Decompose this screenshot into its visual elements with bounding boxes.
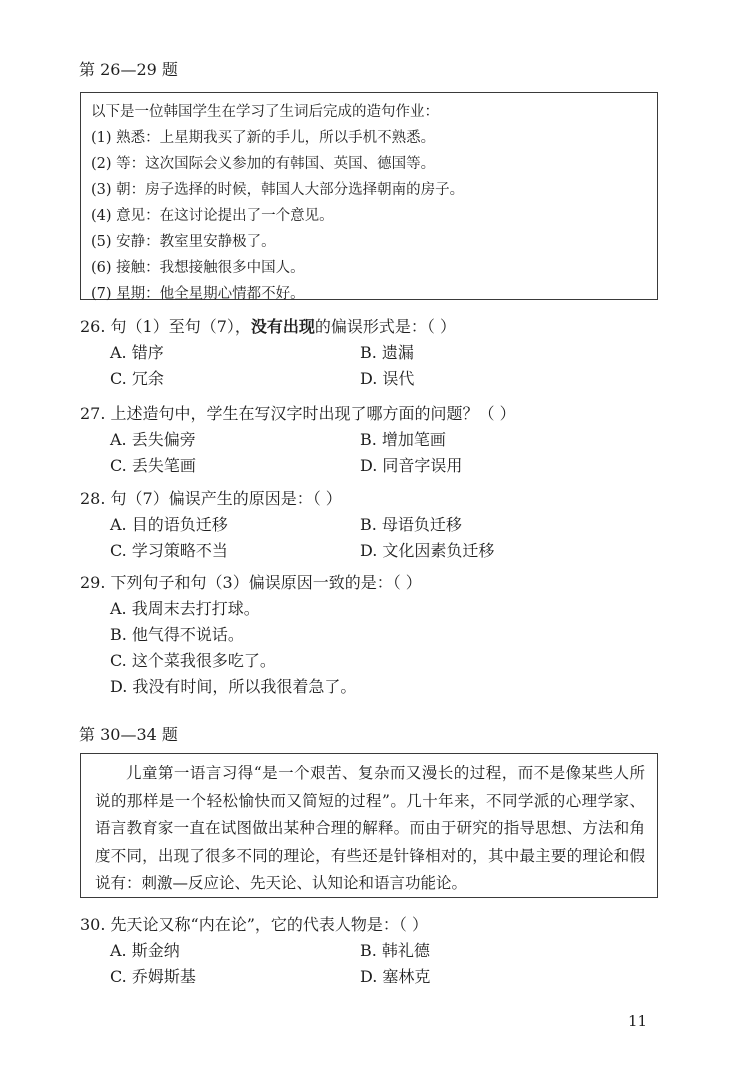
question-27-option-b[interactable]: B. 增加笔画 — [360, 430, 446, 449]
page-number: 11 — [628, 1012, 648, 1030]
question-28 — [80, 486, 680, 564]
passage-text: 儿童第一语言习得“是一个艰苦、复杂而又漫长的过程，而不是像某些人所说的那样是一个轻松愉快而又简短的过程”。几十年来，不同学派的心理学家、语言教育家一直在试图做出某种合理的解释。而由于研究的指导思想、方法和角度不同，出现了很多不同的理论，有些还是针锋相对的，其中最主要的理论和假说有：刺激—反应论、先天论、认知论和语言功能论。 — [95, 764, 645, 892]
sentence-5: (5) 安静：教室里安静极了。 — [91, 234, 276, 250]
sentence-1: (1) 熟悉：上星期我买了新的手儿，所以手机不熟悉。 — [91, 130, 436, 146]
question-30-stem: 30. 先天论又称“内在论”，它的代表人物是：（ ） — [80, 915, 428, 934]
question-26-stem-bold: 没有出现 — [250, 317, 315, 336]
question-28-option-c[interactable]: C. 学习策略不当 — [110, 541, 228, 560]
question-27-option-c[interactable]: C. 丢失笔画 — [110, 456, 196, 475]
question-27-option-d[interactable]: D. 同音字误用 — [360, 456, 463, 475]
question-27-option-a[interactable]: A. 丢失偏旁 — [110, 430, 196, 449]
passage-box — [80, 753, 658, 898]
question-29-stem: 29. 下列句子和句（3）偏误原因一致的是：（ ） — [80, 573, 422, 592]
question-29-option-c[interactable]: C. 这个菜我很多吃了。 — [110, 651, 276, 670]
question-29-option-a[interactable]: A. 我周末去打打球。 — [110, 599, 260, 618]
section-title-30-34: 第 30—34 题 — [79, 725, 178, 744]
question-30-option-d[interactable]: D. 塞林克 — [360, 967, 431, 986]
sentence-box — [80, 92, 658, 300]
sentence-3: (3) 朝：房子选择的时候，韩国人大部分选择朝南的房子。 — [91, 182, 465, 198]
question-30-option-b[interactable]: B. 韩礼德 — [360, 941, 430, 960]
question-27-stem: 27. 上述造句中，学生在写汉字时出现了哪方面的问题？（ ） — [80, 404, 516, 423]
question-26-option-b[interactable]: B. 遗漏 — [360, 343, 414, 362]
question-26-stem-post: 的偏误形式是：（ ） — [314, 317, 457, 336]
question-30-option-a[interactable]: A. 斯金纳 — [110, 941, 180, 960]
sentence-7: (7) 星期：他全星期心情都不好。 — [91, 286, 305, 302]
section-title-26-29: 第 26—29 题 — [79, 60, 178, 79]
question-26-option-d[interactable]: D. 误代 — [360, 369, 415, 388]
sentence-2: (2) 等：这次国际会义参加的有韩国、英国、德国等。 — [91, 156, 436, 172]
question-29-option-d[interactable]: D. 我没有时间，所以我很着急了。 — [110, 677, 357, 696]
question-26-stem — [80, 314, 680, 340]
question-28-option-b[interactable]: B. 母语负迁移 — [360, 515, 462, 534]
question-26 — [80, 314, 680, 392]
question-29-option-b[interactable]: B. 他气得不说话。 — [110, 625, 244, 644]
question-26-stem-pre: 26. 句（1）至句（7）， — [80, 317, 251, 336]
question-26-option-a[interactable]: A. 错序 — [110, 343, 164, 362]
question-30-option-c[interactable]: C. 乔姆斯基 — [110, 967, 196, 986]
sentence-4: (4) 意见：在这讨论提出了一个意见。 — [91, 208, 334, 224]
question-30 — [80, 912, 680, 990]
question-28-stem: 28. 句（7）偏误产生的原因是：（ ） — [80, 489, 342, 508]
sentence-6: (6) 接触：我想接触很多中国人。 — [91, 260, 305, 276]
box-intro-line: 以下是一位韩国学生在学习了生词后完成的造句作业： — [91, 104, 439, 120]
question-28-option-a[interactable]: A. 目的语负迁移 — [110, 515, 228, 534]
question-28-option-d[interactable]: D. 文化因素负迁移 — [360, 541, 495, 560]
question-27 — [80, 401, 680, 479]
question-29 — [80, 570, 680, 700]
question-26-option-c[interactable]: C. 冗余 — [110, 369, 164, 388]
